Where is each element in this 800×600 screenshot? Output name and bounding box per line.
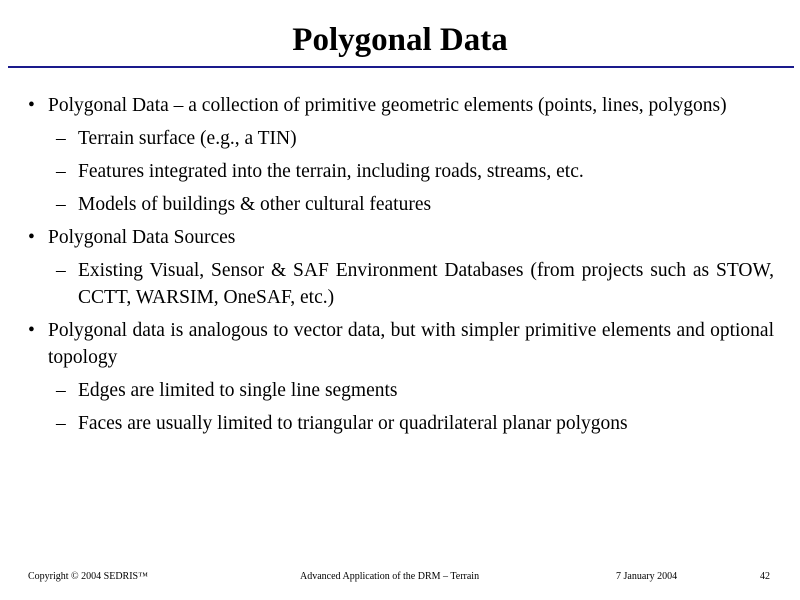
sub-bullet-terrain-surface (28, 125, 774, 152)
bullet-marker: • (28, 95, 35, 116)
slide-title: Polygonal Data (292, 22, 508, 58)
bullet-text: Polygonal Data – a collection of primitive geometric elements (points, lines, polygons) (48, 95, 727, 116)
sub-bullet-text: Faces are usually limited to triangular or quadrilateral planar polygons (78, 413, 628, 434)
footer-date: 7 January 2004 (616, 571, 678, 582)
sub-bullet-faces (28, 410, 774, 437)
footer-copyright: Copyright © 2004 SEDRIS™ (28, 571, 148, 582)
bullet-vector-analogy (28, 317, 774, 371)
sub-bullet-text: Features integrated into the terrain, including roads, streams, etc. (78, 161, 584, 182)
bullet-text: Polygonal Data Sources (48, 227, 236, 248)
title-underline (8, 66, 794, 68)
sub-bullet-marker: – (56, 161, 66, 182)
sub-bullet-marker: – (56, 128, 66, 149)
sub-bullet-marker: – (56, 380, 66, 401)
bullet-polygonal-data (28, 92, 774, 119)
sub-bullet-edges (28, 377, 774, 404)
footer-presentation-title: Advanced Application of the DRM – Terrain (300, 571, 480, 582)
sub-bullet-text: Models of buildings & other cultural features (78, 194, 432, 215)
sub-bullet-marker: – (56, 194, 66, 215)
sub-bullet-existing-databases (28, 257, 774, 311)
sub-bullet-marker: – (56, 413, 66, 434)
footer-page-number: 42 (760, 571, 770, 582)
bullet-marker: • (28, 320, 35, 341)
sub-bullet-features (28, 158, 774, 185)
bullet-text: Polygonal data is analogous to vector data, but with simpler primitive elements and optional topology (48, 320, 774, 368)
sub-bullet-text: Existing Visual, Sensor & SAF Environment Databases (from projects such as STOW, CCTT, WARSIM, OneSAF, etc.) (78, 260, 774, 308)
bullet-data-sources (28, 224, 774, 251)
slide-body (28, 92, 774, 443)
sub-bullet-text: Terrain surface (e.g., a TIN) (78, 128, 297, 149)
sub-bullet-models (28, 191, 774, 218)
sub-bullet-marker: – (56, 260, 66, 281)
sub-bullet-text: Edges are limited to single line segments (78, 380, 398, 401)
bullet-marker: • (28, 227, 35, 248)
